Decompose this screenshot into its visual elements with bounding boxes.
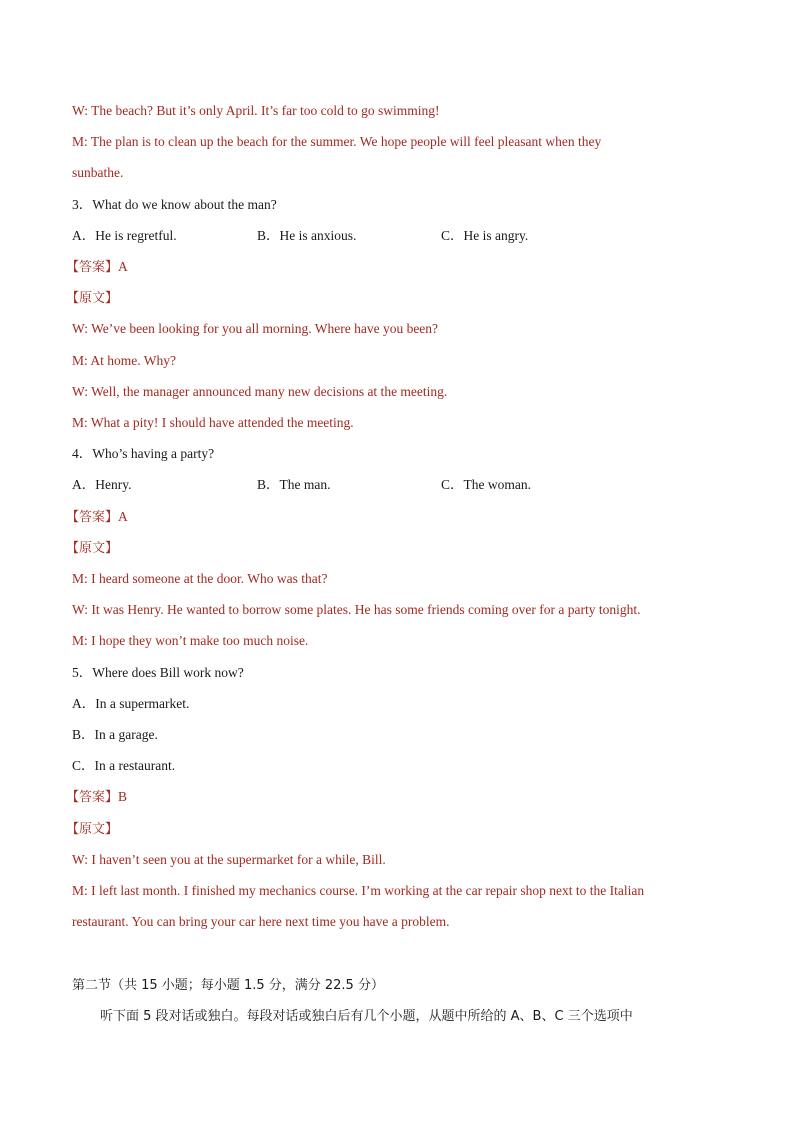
transcript-label-text: 【原文】 <box>66 541 119 556</box>
transcript-line: W: It was Henry. He wanted to borrow some plates. He has some friends coming over for a party tonight. <box>72 602 641 617</box>
question-line: A．In a supermarket. <box>72 696 190 711</box>
answer-value: B <box>118 789 128 804</box>
transcript-line: M: I left last month. I finished my mechanics course. I’m working at the car repair shop next to the Italian <box>72 883 645 898</box>
transcript-line: M: What a pity! I should have attended the meeting. <box>72 415 354 430</box>
transcript-line: W: Well, the manager announced many new decisions at the meeting. <box>72 384 448 399</box>
question-line: 5．Where does Bill work now? <box>72 665 244 680</box>
question-line: B．In a garage. <box>72 727 158 742</box>
transcript-line: M: At home. Why? <box>72 353 176 368</box>
answer-label: 【答案】 <box>66 790 119 805</box>
transcript-label-text: 【原文】 <box>66 822 119 837</box>
answer-option: C．The woman. <box>441 477 531 492</box>
answer-option: A．He is regretful. <box>72 228 177 243</box>
transcript-label-text: 【原文】 <box>66 291 119 306</box>
transcript-label <box>66 820 118 839</box>
question-line: 3．What do we know about the man? <box>72 197 277 212</box>
transcript-line: M: I hope they won’t make too much noise. <box>72 633 309 648</box>
answer-option: A．Henry. <box>72 477 132 492</box>
question-line: 4．Who’s having a party? <box>72 446 215 461</box>
transcript-line: restaurant. You can bring your car here next time you have a problem. <box>72 914 450 929</box>
transcript-line: W: We’ve been looking for you all morning. Where have you been? <box>72 321 439 336</box>
transcript-line: M: I heard someone at the door. Who was that? <box>72 571 328 586</box>
transcript-line: M: The plan is to clean up the beach for the summer. We hope people will feel pleasant when they <box>72 134 602 149</box>
answer-option: B．He is anxious. <box>257 228 357 243</box>
answer-line <box>66 258 128 277</box>
answer-option: C．He is angry. <box>441 228 529 243</box>
answer-line <box>66 508 128 527</box>
transcript-label <box>66 539 118 558</box>
transcript-line: sunbathe. <box>72 165 124 180</box>
question-line: C．In a restaurant. <box>72 758 176 773</box>
transcript-line: W: The beach? But it’s only April. It’s far too cold to go swimming! <box>72 103 440 118</box>
answer-line <box>66 788 127 807</box>
section-heading: 第二节（共 15 小题；每小题 1.5 分，满分 22.5 分） <box>72 978 384 993</box>
transcript-label <box>66 289 118 308</box>
section-instruction: 听下面 5 段对话或独白。每段对话或独白后有几个小题，从题中所给的 A、B、C 三个选项中 <box>100 1009 633 1024</box>
answer-value: A <box>118 509 128 524</box>
answer-option: B．The man. <box>257 477 331 492</box>
answer-label: 【答案】 <box>66 260 119 275</box>
answer-label: 【答案】 <box>66 510 119 525</box>
answer-value: A <box>118 259 128 274</box>
transcript-line: W: I haven’t seen you at the supermarket for a while, Bill. <box>72 852 386 867</box>
